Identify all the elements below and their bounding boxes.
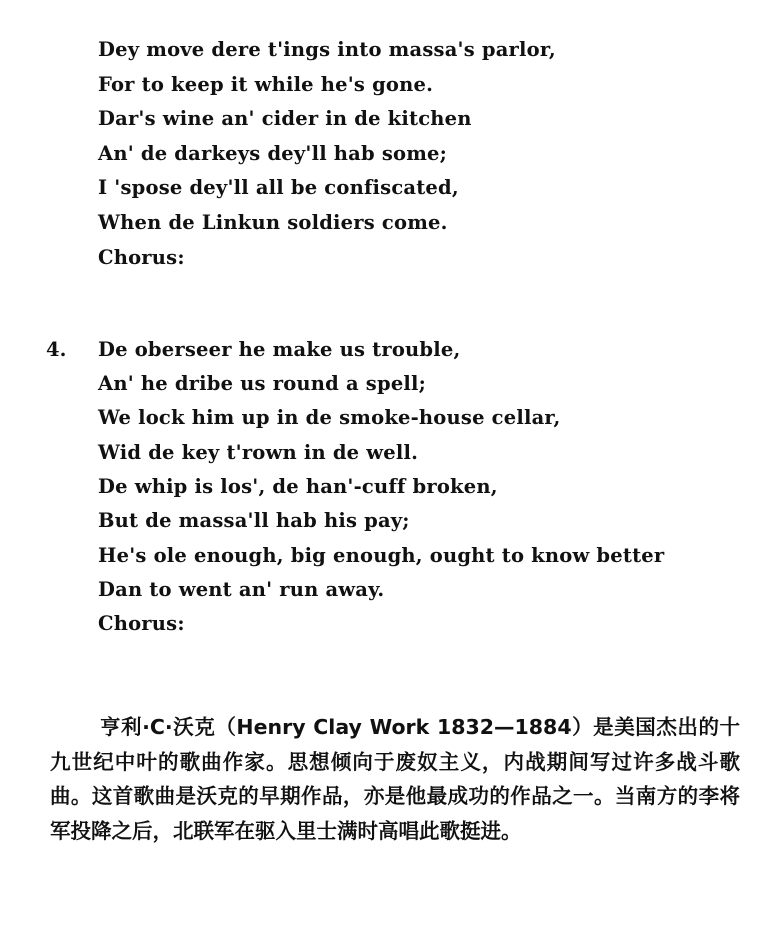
lyric-line: I 'spose dey'll all be confiscated, bbox=[98, 176, 459, 199]
lyric-line: Wid de key t'rown in de well. bbox=[98, 441, 419, 464]
stanza-number: 4. bbox=[46, 338, 67, 361]
lyric-line: When de Linkun soldiers come. bbox=[98, 211, 448, 234]
lyric-line: He's ole enough, big enough, ought to know better bbox=[98, 544, 665, 567]
chorus-label: Chorus: bbox=[98, 246, 185, 269]
chorus-label: Chorus: bbox=[98, 612, 185, 635]
commentary-paragraph: 亨利·C·沃克（Henry Clay Work 1832—1884）是美国杰出的十九世纪中叶的歌曲作家。思想倾向于废奴主义，内战期间写过许多战斗歌曲。这首歌曲是沃克的早期作品，亦是他最成功的作品之一。当南方的李将军投降之后，北联军在驱入里士满时高唱此歌挺进。 bbox=[50, 715, 740, 843]
lyric-line: De whip is los', de han'-cuff broken, bbox=[98, 475, 498, 498]
lyric-line: Dar's wine an' cider in de kitchen bbox=[98, 107, 472, 130]
lyric-line: Dey move dere t'ings into massa's parlor, bbox=[98, 38, 556, 61]
lyric-line: Dan to went an' run away. bbox=[98, 578, 385, 601]
lyric-line: We lock him up in de smoke-house cellar, bbox=[98, 406, 561, 429]
lyric-line: De oberseer he make us trouble, bbox=[98, 338, 461, 361]
lyric-line: An' he dribe us round a spell; bbox=[98, 372, 427, 395]
lyric-line: For to keep it while he's gone. bbox=[98, 73, 434, 96]
lyric-line: An' de darkeys dey'll hab some; bbox=[98, 142, 448, 165]
lyric-line: But de massa'll hab his pay; bbox=[98, 509, 410, 532]
